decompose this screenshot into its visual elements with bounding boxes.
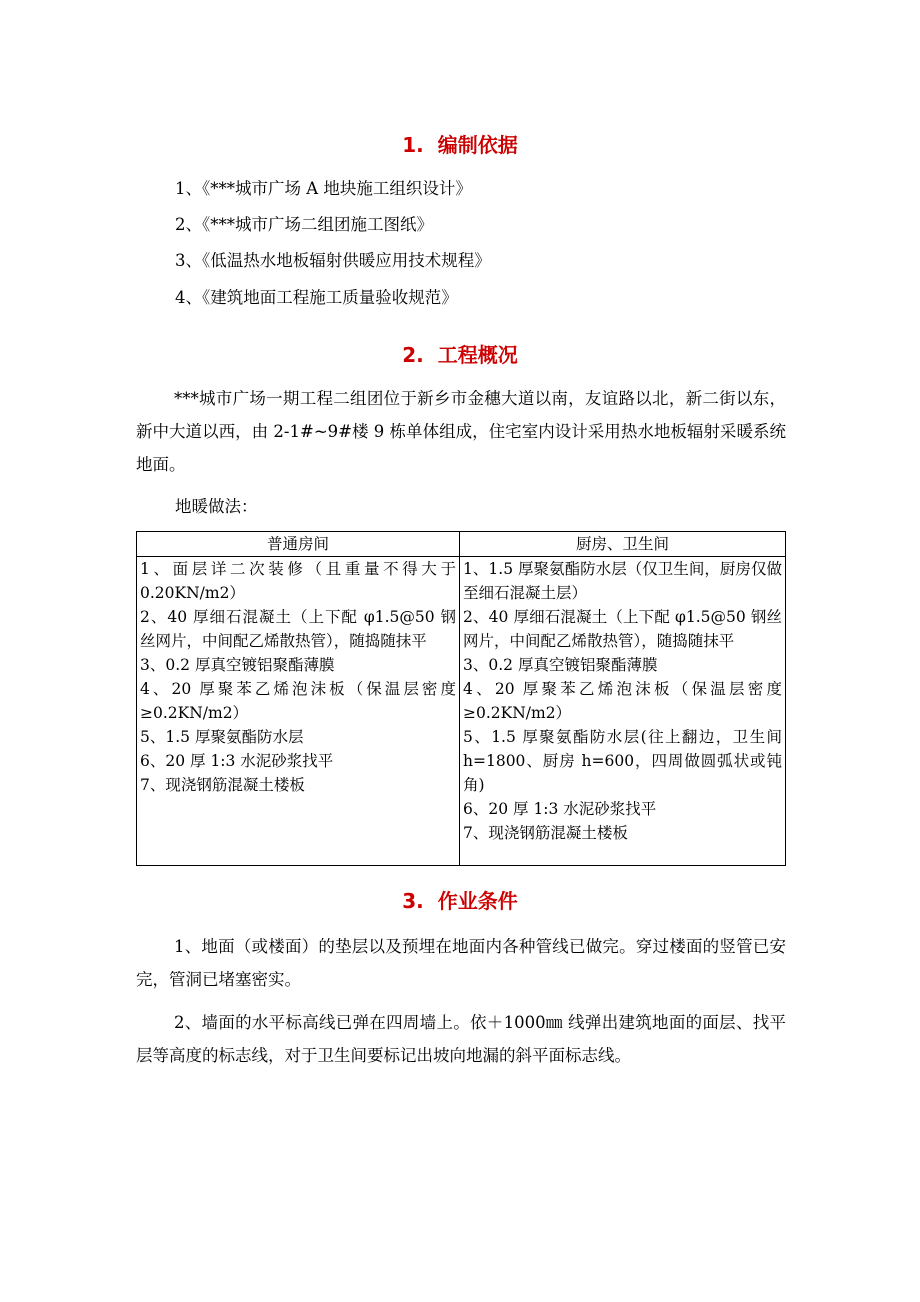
section-title: 作业条件: [437, 889, 518, 913]
layer-item: 2、40 厚细石混凝土（上下配 φ1.5@50 钢丝网片，中间配乙烯散热管），随捣随抹平: [463, 608, 782, 650]
layer-item: 5、1.5 厚聚氨酯防水层: [140, 728, 304, 746]
project-overview-paragraph: ***城市广场一期工程二组团位于新乡市金穗大道以南，友谊路以北，新二街以东，新中大道以西，由 2-1#~9#楼 9 栋单体组成，住宅室内设计采用热水地板辐射采暖系统地面。: [136, 389, 786, 474]
layer-item: 2、40 厚细石混凝土（上下配 φ1.5@50 钢丝网片，中间配乙烯散热管），随捣随抹平: [140, 608, 456, 650]
kitchen-bathroom-cell: [460, 557, 786, 866]
table-header-ordinary-room: 普通房间: [137, 532, 460, 557]
table-header-row: [137, 532, 786, 557]
layer-item: 1、面层详二次装修（且重量不得大于0.20KN/m2）: [140, 560, 456, 602]
layer-item: 7、现浇钢筋混凝土楼板: [140, 776, 305, 794]
table-header-kitchen-bathroom: 厨房、卫生间: [460, 532, 786, 557]
layer-item: 3、0.2 厚真空镀铝聚酯薄膜: [140, 656, 335, 674]
section-heading-1: [0, 130, 920, 160]
reference-item: 1、《***城市广场 A 地块施工组织设计》: [175, 179, 472, 198]
reference-item: 4、《建筑地面工程施工质量验收规范》: [175, 288, 458, 307]
layer-item: 4、20 厚聚苯乙烯泡沫板（保温层密度≥0.2KN/m2）: [463, 680, 782, 722]
ordinary-room-cell: [137, 557, 460, 866]
work-condition-paragraph: 2、墙面的水平标高线已弹在四周墙上。依＋1000㎜ 线弹出建筑地面的面层、找平层等高度的标志线，对于卫生间要标记出坡向地漏的斜平面标志线。: [136, 1013, 786, 1065]
layer-item: 6、20 厚 1:3 水泥砂浆找平: [463, 800, 657, 818]
layer-item: 4、20 厚聚苯乙烯泡沫板（保温层密度≥0.2KN/m2）: [140, 680, 456, 722]
section-title: 工程概况: [437, 343, 518, 367]
work-condition-paragraph: 1、地面（或楼面）的垫层以及预埋在地面内各种管线已做完。穿过楼面的竖管已安完，管洞已堵塞密实。: [136, 937, 786, 989]
section-heading-2: [0, 340, 920, 370]
reference-item: 2、《***城市广场二组团施工图纸》: [175, 215, 433, 234]
layer-item: 5、1.5 厚聚氨酯防水层(往上翻边，卫生间 h=1800、厨房 h=600，四周做圆弧状或钝角): [463, 728, 782, 794]
floor-heating-table: [136, 531, 786, 866]
layer-item: 3、0.2 厚真空镀铝聚酯薄膜: [463, 656, 658, 674]
layer-item: 1、1.5 厚聚氨酯防水层（仅卫生间，厨房仅做至细石混凝土层）: [463, 560, 782, 602]
reference-item: 3、《低温热水地板辐射供暖应用技术规程》: [175, 251, 491, 270]
section-title: 编制依据: [437, 133, 518, 157]
section-heading-3: [0, 886, 920, 916]
floor-heating-label: 地暖做法：: [175, 497, 258, 516]
section-number: 2.: [402, 343, 424, 367]
section-number: 1.: [402, 133, 424, 157]
layer-item: 6、20 厚 1:3 水泥砂浆找平: [140, 752, 334, 770]
table-row: [137, 557, 786, 866]
layer-item: 7、现浇钢筋混凝土楼板: [463, 824, 628, 842]
section-number: 3.: [402, 889, 424, 913]
